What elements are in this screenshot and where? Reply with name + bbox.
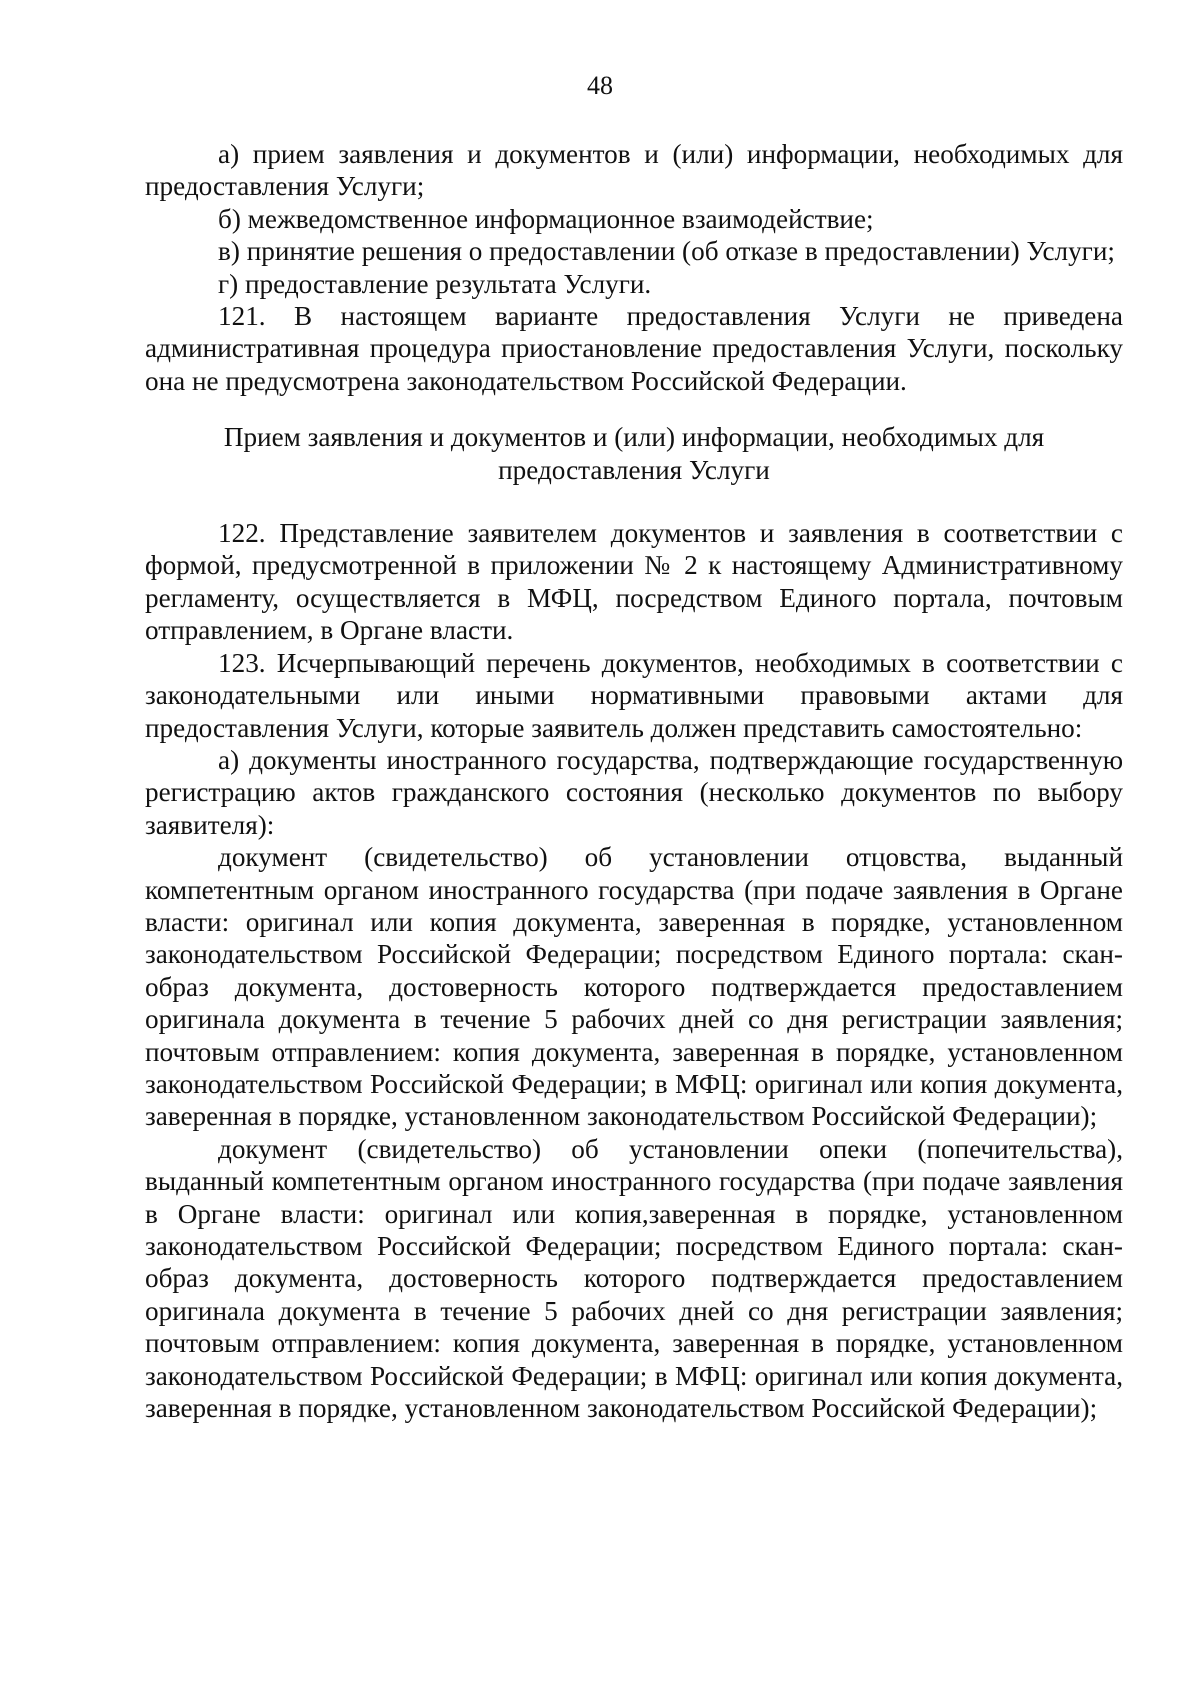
paragraph-guardianship-document: документ (свидетельство) об установлении опеки (попечительства), выданный компетентным органом иностранного государства (при подаче заявления в Органе власти: оригинал или копия,заверенная в порядке, установленном законодательством Российской Федерации; посредством Единого портала: скан-образ документа, достоверность которого подтверждается предоставлением оригинала документа в течение 5 рабочих дней со дня регистрации заявления; почтовым отправлением: копия документа, заверенная в порядке, установленном законодательством Российской Федерации; в МФЦ: оригинал или копия документа, заверенная в порядке, установленном законодательством Российской Федерации); <box>145 1133 1123 1424</box>
paragraph-122: 122. Представление заявителем документов и заявления в соответствии с формой, предусмотренной в приложении № 2 к настоящему Административному регламенту, осуществляется в МФЦ, посредством Единого портала, почтовым отправлением, в Органе власти. <box>145 518 1123 646</box>
section-heading: Прием заявления и документов и (или) информации, необходимых для предоставления Услуги <box>223 422 1045 485</box>
paragraph-item-b: б) межведомственное информационное взаимодействие; <box>218 203 874 234</box>
paragraph-paternity-document: документ (свидетельство) об установлении отцовства, выданный компетентным органом иностранного государства (при подаче заявления в Органе власти: оригинал или копия документа, заверенная в порядке, установленном законодательством Российской Федерации; посредством Единого портала: скан-образ документа, достоверность которого подтверждается предоставлением оригинала документа в течение 5 рабочих дней со дня регистрации заявления; почтовым отправлением: копия документа, заверенная в порядке, установленном законодательством Российской Федерации; в МФЦ: оригинал или копия документа, заверенная в порядке, установленном законодательством Российской Федерации); <box>145 842 1123 1132</box>
paragraph-item-g: г) предоставление результата Услуги. <box>218 268 652 299</box>
document-body <box>145 138 1123 1424</box>
paragraph-item-a: а) прием заявления и документов и (или) информации, необходимых для предоставления Услуги; <box>145 139 1123 202</box>
paragraph-item-v: в) принятие решения о предоставлении (об отказе в предоставлении) Услуги; <box>218 236 1115 267</box>
paragraph-123: 123. Исчерпывающий перечень документов, необходимых в соответствии с законодательными или иными нормативными правовыми актами для предоставления Услуги, которые заявитель должен представить самостоятельно: <box>145 647 1123 743</box>
paragraph-123-a: а) документы иностранного государства, подтверждающие государственную регистрацию актов гражданского состояния (несколько документов по выбору заявителя): <box>145 744 1123 840</box>
page-number: 48 <box>587 71 613 100</box>
paragraph-121: 121. В настоящем варианте предоставления Услуги не приведена административная процедура приостановление предоставления Услуги, поскольку она не предусмотрена законодательством Российской Федерации. <box>145 301 1123 396</box>
